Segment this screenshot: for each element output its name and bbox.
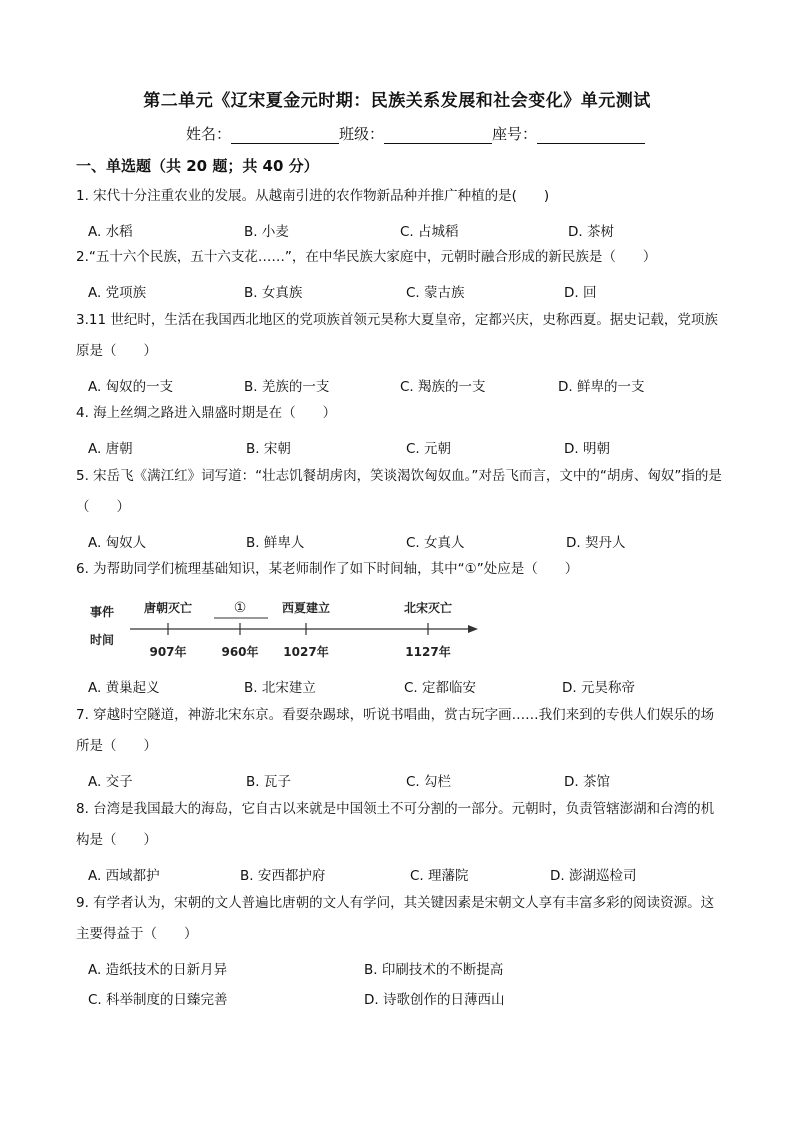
question-options bbox=[88, 531, 708, 553]
option[interactable]: A. 匈奴人 bbox=[88, 535, 147, 551]
seat-blank[interactable] bbox=[537, 127, 645, 144]
option[interactable]: D. 契丹人 bbox=[566, 535, 626, 551]
option[interactable]: B. 羌族的一支 bbox=[244, 379, 330, 395]
seat-field[interactable] bbox=[492, 123, 645, 144]
timeline-diagram bbox=[88, 596, 488, 666]
option[interactable]: B. 女真族 bbox=[244, 285, 303, 301]
option[interactable]: A. 造纸技术的日新月异 bbox=[88, 962, 228, 978]
page-title: 第二单元《辽宋夏金元时期：民族关系发展和社会变化》单元测试 bbox=[143, 91, 651, 111]
student-info bbox=[186, 123, 645, 144]
option[interactable]: B. 宋朝 bbox=[246, 441, 291, 457]
timeline-event: 西夏建立 bbox=[281, 601, 331, 615]
option[interactable]: A. 西域都护 bbox=[88, 868, 160, 884]
option[interactable]: B. 鲜卑人 bbox=[246, 535, 305, 551]
question-options bbox=[88, 770, 708, 792]
question-stem: 7. 穿越时空隧道，神游北宋东京。看耍杂踢球，听说书唱曲，赏古玩字画……我们来到的专供人们娱乐的场所是（ ） bbox=[76, 707, 715, 754]
question-options bbox=[88, 437, 708, 459]
question-options bbox=[88, 958, 708, 980]
section-heading: 一、单选题（共 20 题；共 40 分） bbox=[76, 157, 319, 175]
option[interactable]: A. 匈奴的一支 bbox=[88, 379, 174, 395]
question-stem: 5. 宋岳飞《满江红》词写道：“壮志饥餐胡虏肉，笑谈渴饮匈奴血。”对岳飞而言，文中的“胡虏、匈奴”指的是（ ） bbox=[76, 468, 722, 515]
option[interactable]: D. 回 bbox=[564, 285, 597, 301]
option[interactable]: B. 北宋建立 bbox=[244, 680, 316, 696]
option[interactable]: A. 唐朝 bbox=[88, 441, 133, 457]
option[interactable]: C. 科举制度的日臻完善 bbox=[88, 992, 228, 1008]
question-stem: 9. 有学者认为，宋朝的文人普遍比唐朝的文人有学问，其关键因素是宋朝文人享有丰富多彩的阅读资源。这主要得益于（ ） bbox=[76, 895, 715, 942]
timeline-year: 1127年 bbox=[405, 645, 451, 659]
timeline-row-label: 事件 bbox=[90, 605, 115, 619]
name-field[interactable] bbox=[186, 123, 339, 144]
question-options bbox=[88, 988, 708, 1010]
option[interactable]: C. 理藩院 bbox=[410, 868, 469, 884]
question-options bbox=[88, 676, 708, 698]
option[interactable]: A. 交子 bbox=[88, 774, 133, 790]
option[interactable]: D. 澎湖巡检司 bbox=[550, 868, 637, 884]
class-field[interactable] bbox=[339, 123, 492, 144]
timeline-year: 907年 bbox=[149, 645, 187, 659]
timeline-year: 960年 bbox=[221, 645, 259, 659]
question-options bbox=[88, 375, 708, 397]
question-options bbox=[88, 281, 708, 303]
name-blank[interactable] bbox=[231, 127, 339, 144]
timeline-arrow-icon bbox=[468, 625, 478, 633]
option[interactable]: A. 水稻 bbox=[88, 224, 133, 240]
option[interactable]: D. 明朝 bbox=[564, 441, 610, 457]
option[interactable]: B. 瓦子 bbox=[246, 774, 291, 790]
question-stem: 1. 宋代十分注重农业的发展。从越南引进的农作物新品种并推广种植的是( ) bbox=[76, 188, 550, 204]
name-label: 姓名： bbox=[186, 125, 232, 143]
option[interactable]: C. 女真人 bbox=[406, 535, 465, 551]
question-options bbox=[88, 864, 708, 886]
option[interactable]: D. 元昊称帝 bbox=[562, 680, 635, 696]
option[interactable]: D. 茶树 bbox=[568, 224, 614, 240]
option[interactable]: C. 蒙古族 bbox=[406, 285, 465, 301]
question-stem: 8. 台湾是我国最大的海岛，它自古以来就是中国领土不可分割的一部分。元朝时，负责管辖澎湖和台湾的机构是（ ） bbox=[76, 801, 715, 848]
class-label: 班级： bbox=[339, 125, 385, 143]
question-options bbox=[88, 220, 708, 242]
timeline-event: 唐朝灭亡 bbox=[143, 601, 193, 615]
option[interactable]: C. 定都临安 bbox=[404, 680, 477, 696]
option[interactable]: D. 诗歌创作的日薄西山 bbox=[364, 992, 505, 1008]
option[interactable]: C. 羯族的一支 bbox=[400, 379, 486, 395]
timeline-event: ① bbox=[233, 600, 247, 616]
question-stem: 6. 为帮助同学们梳理基础知识，某老师制作了如下时间轴，其中“①”处应是（ ） bbox=[76, 561, 579, 577]
class-blank[interactable] bbox=[384, 127, 492, 144]
option[interactable]: C. 元朝 bbox=[406, 441, 452, 457]
option[interactable]: B. 小麦 bbox=[244, 224, 289, 240]
option[interactable]: C. 勾栏 bbox=[406, 774, 452, 790]
option[interactable]: D. 茶馆 bbox=[564, 774, 610, 790]
option[interactable]: A. 党项族 bbox=[88, 285, 147, 301]
question-stem: 2.“五十六个民族，五十六支花……”，在中华民族大家庭中，元朝时融合形成的新民族是（ ） bbox=[76, 249, 657, 265]
timeline-year: 1027年 bbox=[283, 645, 329, 659]
question-stem: 3.11 世纪时，生活在我国西北地区的党项族首领元昊称大夏皇帝，定都兴庆，史称西夏。据史记载，党项族原是（ ） bbox=[76, 312, 718, 359]
option[interactable]: B. 印刷技术的不断提高 bbox=[364, 962, 504, 978]
option[interactable]: B. 安西都护府 bbox=[240, 868, 326, 884]
option[interactable]: A. 黄巢起义 bbox=[88, 680, 160, 696]
timeline-event: 北宋灭亡 bbox=[403, 601, 453, 615]
option[interactable]: C. 占城稻 bbox=[400, 224, 459, 240]
timeline-row-label: 时间 bbox=[90, 633, 115, 647]
seat-label: 座号： bbox=[492, 125, 538, 143]
option[interactable]: D. 鲜卑的一支 bbox=[558, 379, 645, 395]
question-stem: 4. 海上丝绸之路进入鼎盛时期是在（ ） bbox=[76, 405, 337, 421]
